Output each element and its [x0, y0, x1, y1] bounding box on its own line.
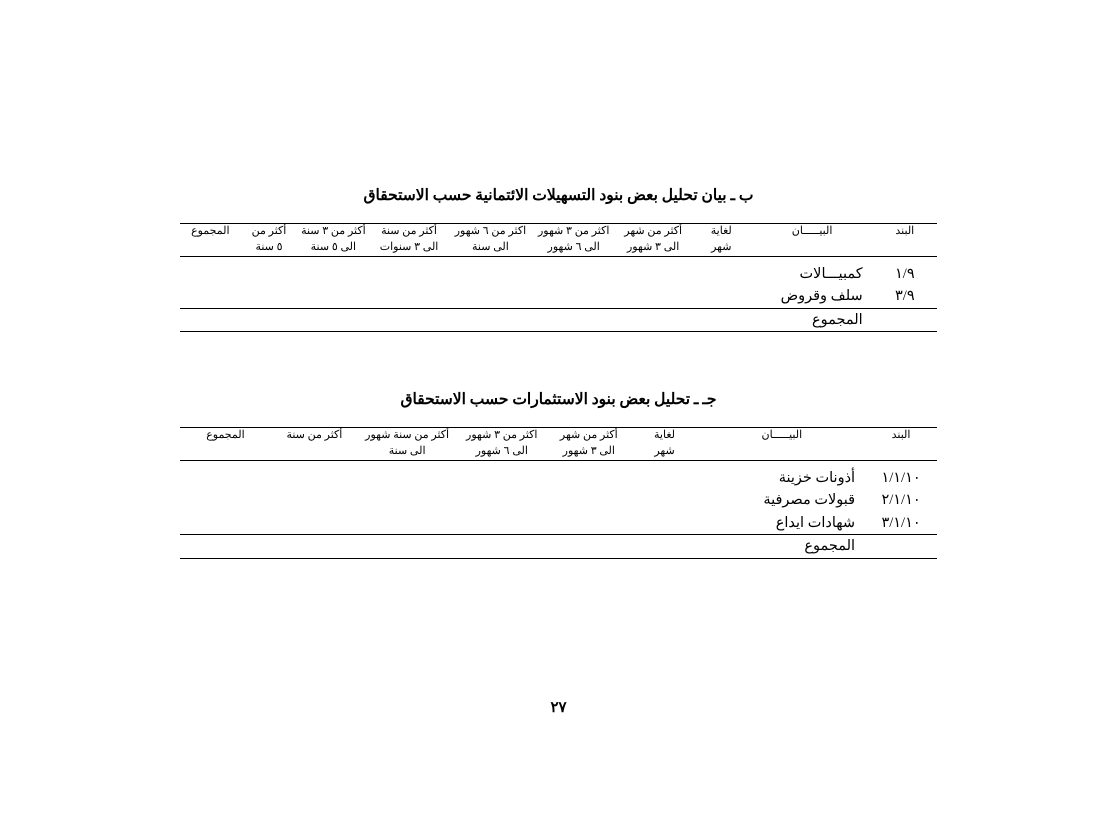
header-line2: شهر [711, 240, 732, 253]
header-cell-over-5-years [241, 224, 298, 256]
row-value [449, 263, 532, 285]
row-value [241, 285, 298, 308]
row-value [358, 512, 456, 535]
header-line1: لغاية [710, 225, 732, 237]
total-value [180, 309, 241, 332]
total-value [271, 535, 358, 558]
total-code [873, 309, 937, 332]
header-line2: الى ٦ شهور [475, 444, 528, 457]
total-value [180, 535, 271, 558]
header-line1: أكثر من سنة شهور [365, 429, 450, 441]
total-value [615, 309, 691, 332]
table-row [180, 467, 937, 489]
table-row [180, 263, 937, 285]
page-number: ٢٧ [550, 700, 567, 716]
header-cell-3-to-5-years [297, 224, 369, 256]
row-code: ٣/٩ [895, 288, 915, 305]
total-value [630, 535, 698, 558]
header-cell-6-months-to-year [449, 224, 532, 256]
total-value [456, 535, 547, 558]
row-code: ٢/١/١٠ [881, 492, 921, 509]
header-line2: الى ٣ شهور [562, 444, 615, 457]
header-line1: لغاية [654, 429, 675, 441]
table-investments-maturity [180, 427, 937, 559]
row-value [547, 489, 630, 511]
row-value [630, 489, 698, 511]
row-value [615, 263, 691, 285]
header-line1: المجموع [191, 225, 230, 237]
header-cell-upto-1-month [630, 428, 698, 460]
header-cell-over-1-year [271, 428, 358, 460]
table-header-row [180, 224, 937, 256]
total-code [865, 535, 937, 558]
table-row [180, 512, 937, 535]
header-cell-total [180, 428, 271, 460]
header-cell-1-to-3-months [615, 224, 691, 256]
header-line1: أكثر من سنة [381, 225, 437, 237]
row-value [456, 512, 547, 535]
row-value [630, 512, 698, 535]
header-line1: البند [891, 429, 911, 441]
total-value [691, 309, 752, 332]
table-credit-facilities-maturity [180, 223, 937, 332]
section-investments [180, 390, 937, 559]
header-cell-upto-1-month [691, 224, 752, 256]
header-line2: الى ٦ شهور [547, 240, 600, 253]
row-value [180, 467, 271, 489]
row-value [449, 285, 532, 308]
row-value [615, 285, 691, 308]
row-value [180, 489, 271, 511]
row-value [369, 285, 448, 308]
section-c-title: جـ ـ تحليل بعض بنود الاستثمارات حسب الاستحقاق [400, 391, 717, 408]
row-label: قبولات مصرفية [763, 492, 856, 509]
header-cell-total [180, 224, 241, 256]
row-label: سلف وقروض [780, 288, 863, 305]
header-line1: البيـــــان [761, 429, 803, 441]
row-value [297, 285, 369, 308]
table-header-row [180, 428, 937, 460]
total-value [297, 309, 369, 332]
header-line2: الى سنة [388, 444, 426, 457]
header-line2: الى ٥ سنة [310, 240, 357, 253]
row-value [532, 263, 615, 285]
header-line2: الى ٣ سنوات [379, 240, 439, 253]
row-value [691, 263, 752, 285]
header-cell-description [752, 224, 873, 256]
header-cell-code [865, 428, 937, 460]
header-cell-3-to-6-months [532, 224, 615, 256]
total-value [241, 309, 298, 332]
total-value [369, 309, 448, 332]
table-total-row [180, 309, 937, 332]
header-line1: البيـــــان [791, 225, 833, 237]
header-line1: أكثر من سنة [286, 429, 343, 441]
total-value [532, 309, 615, 332]
section-b-title: ب ـ بيان تحليل بعض بنود التسهيلات الائتمانية حسب الاستحقاق [363, 187, 754, 204]
header-cell-3-to-6-months [456, 428, 547, 460]
header-cell-6-months-to-year [358, 428, 456, 460]
header-cell-1-to-3-years [369, 224, 448, 256]
header-line1: المجموع [206, 429, 245, 441]
total-value [547, 535, 630, 558]
header-line2: الى سنة [472, 240, 509, 253]
total-value [358, 535, 456, 558]
table-rule-bottom [180, 558, 937, 559]
row-value [456, 467, 547, 489]
row-value [456, 489, 547, 511]
header-cell-code [873, 224, 937, 256]
row-value [297, 263, 369, 285]
row-value [630, 467, 698, 489]
header-line1: البند [895, 225, 915, 237]
header-line1: اكثر من ٦ شهور [454, 225, 527, 237]
row-value [691, 285, 752, 308]
row-value [547, 467, 630, 489]
table-row [180, 285, 937, 308]
total-label: المجموع [804, 538, 856, 555]
table-row [180, 489, 937, 511]
row-label: شهادات ايداع [775, 514, 856, 531]
row-value [180, 512, 271, 535]
row-code: ١/٩ [895, 265, 915, 282]
header-cell-1-to-3-months [547, 428, 630, 460]
row-value [271, 489, 358, 511]
header-line1: أكثر من شهر [624, 225, 683, 237]
row-label: أذونات خزينة [778, 469, 856, 486]
row-code: ١/١/١٠ [881, 469, 921, 486]
section-credit-facilities [180, 186, 937, 332]
row-value [180, 285, 241, 308]
row-code: ٣/١/١٠ [881, 514, 921, 531]
header-line1: أكثر من ٣ سنة [301, 225, 366, 237]
header-line2: الى ٣ شهور [627, 240, 680, 253]
row-value [271, 467, 358, 489]
total-label: المجموع [811, 311, 863, 328]
row-label: كمبيـــالات [799, 265, 863, 282]
row-value [271, 512, 358, 535]
row-value [180, 263, 241, 285]
header-cell-description [699, 428, 866, 460]
row-value [547, 512, 630, 535]
row-value [369, 263, 448, 285]
table-rule-bottom [180, 332, 937, 333]
header-line2: شهر [654, 444, 675, 457]
row-value [532, 285, 615, 308]
row-value [241, 263, 298, 285]
header-line2: ٥ سنة [255, 240, 283, 253]
row-value [358, 467, 456, 489]
total-value [449, 309, 532, 332]
header-line1: أكثر من [251, 225, 287, 237]
header-line1: اكثر من ٣ شهور [537, 225, 610, 237]
row-value [358, 489, 456, 511]
table-total-row [180, 535, 937, 558]
header-line1: أكثر من شهر [559, 429, 618, 441]
header-line1: اكثر من ٣ شهور [466, 429, 538, 441]
